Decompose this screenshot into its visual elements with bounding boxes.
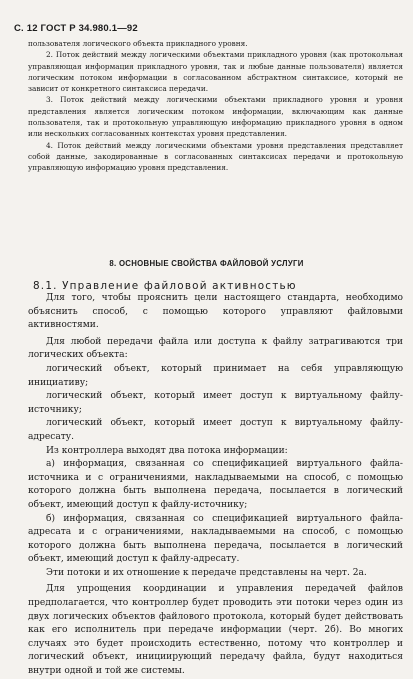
top-text-block [28,38,403,174]
body-paragraph-9: Для упрощения координации и управления передачей файлов предполагается, что контроллер будет проводить эти потоки через один из двух логических объектов файлового протокола, который будет действовать как его исполнитель при передаче информации (черт. 2б). Во многих случаях это будет происходить естественно, потому что контроллер и логический объект, инициирующий передачу файла, будут находиться внутри одной и той же системы. [28,584,403,677]
body-paragraph-7: б) информация, связанная со спецификацией виртуального файла-адресата и с ограничениями, накладываемыми на способ, с помощью которого должна быть выполнена передача, посылается в логический объект, имеющий доступ к файлу-адресату. [28,513,403,565]
body-paragraph-1: Для любой передачи файла или доступа к файлу затрагиваются три логических объекта: [28,336,403,361]
body-paragraph-0: Для того, чтобы прояснить цели настоящего стандарта, необходимо объяснить способ, с помощью которого управляют файловыми активностями. [28,293,403,331]
running-head: С. 12 ГОСТ Р 34.980.1—92 [14,23,138,34]
top-paragraph-0: пользователя логического объекта прикладного уровня. [28,39,248,48]
top-paragraph-3: 4. Поток действий между логическими объектами уровня представления представляет собой данные, закодированные в согласованных синтаксисах передачи и протокольную управляющую информацию уровня представления. [28,140,403,173]
body-paragraph-8: Эти потоки и их отношение к передаче представлены на черт. 2а. [46,567,367,578]
subsection-heading: 8.1. Управление файловой активностью [33,280,297,292]
body-paragraph-3: логический объект, который имеет доступ к виртуальному файлу-источнику; [28,391,403,415]
body-paragraph-5: Из контроллера выходят два потока информации: [46,445,288,456]
body-paragraph-6: а) информация, связанная со спецификацией виртуального файла-источника и с ограничениями, накладываемыми на способ, с помощью которого должна быть выполнена передача, посылается в логический объект, имеющий доступ к файлу-источнику; [28,459,403,510]
section-heading: 8. ОСНОВНЫЕ СВОЙСТВА ФАЙЛОВОЙ УСЛУГИ [109,259,304,268]
top-paragraph-1: 2. Поток действий между логическими объектами прикладного уровня (как протокольная управляющая информация прикладного уровня, так и любые данные пользователя) является логическим потоком информации в согласованном абстрактном синтаксисе, который не зависит от конкретного синтаксиса передачи. [28,50,403,94]
body-paragraph-2: логический объект, который принимает на себя управляющую инициативу; [28,363,403,388]
top-paragraph-2: 3. Поток действий между логическими объектами прикладного уровня и уровня представления является логическим потоком информации, включающим как данные пользователя, так и протокольную управляющую информацию прикладного уровня в одном или нескольких согласованных контекстах уровня представления. [28,95,403,139]
body-paragraph-4: логический объект, который имеет доступ к виртуальному файлу-адресату. [28,418,403,442]
body-text-block [28,292,403,679]
